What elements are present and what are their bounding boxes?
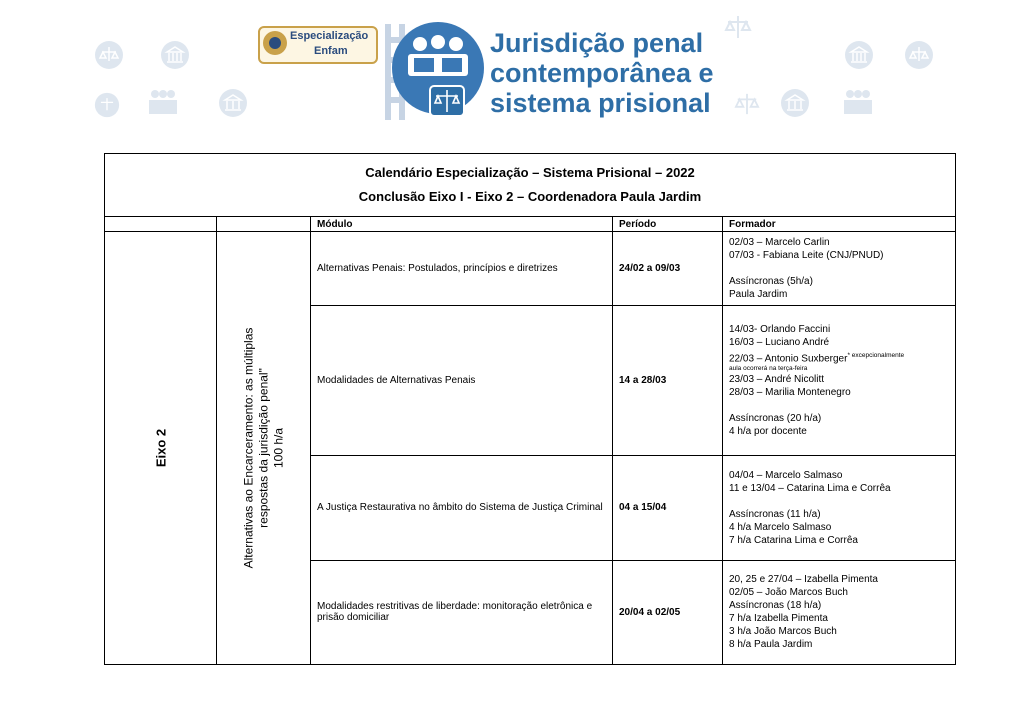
header-modulo: Módulo (311, 217, 613, 232)
modulo-cell: Modalidades de Alternativas Penais (311, 305, 613, 456)
seal-icon (263, 31, 287, 55)
theme-line: 100 h/a (271, 428, 285, 469)
table-row (105, 232, 956, 305)
formador-cell (723, 305, 956, 456)
formador-line: 4 h/a por docente (729, 426, 807, 438)
formador-line: 7 h/a Izabella Pimenta (729, 613, 828, 625)
formador-line: 3 h/a João Marcos Buch (729, 626, 837, 638)
formador-line: Assíncronas (5h/a) (729, 275, 813, 287)
formador-line: 14/03- Orlando Faccini (729, 323, 831, 335)
scales-icon (94, 40, 124, 70)
axis-cell (105, 232, 217, 665)
formador-cell (723, 232, 956, 305)
course-title-line-2: contemporânea e (490, 58, 714, 88)
table-title: Calendário Especialização – Sistema Prisional – 2022 (365, 165, 695, 181)
formador-line: 04/04 – Marcelo Salmaso (729, 469, 843, 481)
courthouse-icon (844, 40, 874, 70)
scales-icon (94, 92, 120, 118)
header-periodo: Período (613, 217, 723, 232)
jury-icon (842, 88, 874, 116)
periodo-cell: 20/04 a 02/05 (613, 560, 723, 664)
badge-line-2: Enfam (314, 45, 348, 57)
formador-line: 23/03 – André Nicolitt (729, 374, 825, 386)
scales-icon (724, 14, 752, 40)
formador-line (729, 495, 949, 508)
formador-line: 28/03 – Marilia Montenegro (729, 387, 851, 399)
calendar-table (104, 153, 956, 665)
formador-line: Assíncronas (11 h/a) (729, 508, 821, 520)
axis-label: Eixo 2 (153, 428, 168, 468)
course-title-line-1: Jurisdição penal (490, 28, 704, 58)
modulo-cell: Alternativas Penais: Postulados, princípios e diretrizes (311, 232, 613, 305)
formador-line: 02/05 – João Marcos Buch (729, 587, 848, 599)
formador-footnote-mark: * excepcionalmente (847, 351, 905, 359)
theme-label (241, 328, 286, 569)
modulo-cell: Modalidades restritivas de liberdade: monitoração eletrônica e prisão domiciliar (311, 560, 613, 664)
formador-line: 7 h/a Catarina Lima e Corrêa (729, 534, 858, 546)
periodo-cell: 24/02 a 09/03 (613, 232, 723, 305)
modulo-cell: A Justiça Restaurativa no âmbito do Sistema de Justiça Criminal (311, 456, 613, 560)
badge-line-1: Especialização (290, 30, 369, 42)
formador-line: Assíncronas (18 h/a) (729, 600, 822, 612)
enfam-badge (258, 26, 378, 64)
header-banner (0, 0, 1024, 140)
empty-header-cell (105, 217, 217, 232)
formador-line: 8 h/a Paula Jardim (729, 639, 813, 651)
formador-line: 07/03 - Fabiana Leite (CNJ/PNUD) (729, 249, 884, 261)
table-subtitle: Conclusão Eixo I - Eixo 2 – Coordenadora Paula Jardim (358, 189, 702, 205)
formador-line: Assíncronas (20 h/a) (729, 413, 822, 425)
jury-scales-logo-icon (384, 14, 484, 124)
formador-cell (723, 560, 956, 664)
formador-line: 20, 25 e 27/04 – Izabella Pimenta (729, 574, 878, 586)
formador-line (729, 399, 949, 412)
scales-icon (734, 92, 760, 116)
scales-icon (904, 40, 934, 70)
formador-line: 11 e 13/04 – Catarina Lima e Corrêa (729, 482, 891, 494)
empty-header-cell (217, 217, 311, 232)
courthouse-icon (160, 40, 190, 70)
courthouse-icon (780, 88, 810, 118)
periodo-cell: 14 a 28/03 (613, 305, 723, 456)
table-title-cell (105, 154, 956, 217)
formador-line: 02/03 – Marcelo Carlin (729, 236, 830, 248)
theme-cell (217, 232, 311, 665)
courthouse-icon (218, 88, 248, 118)
formador-note: aula ocorrerá na terça-feira (729, 365, 808, 373)
jury-icon (147, 88, 179, 116)
formador-line: Paula Jardim (729, 288, 788, 300)
periodo-cell: 04 a 15/04 (613, 456, 723, 560)
theme-line: Alternativas ao Encarceramento: as múltiplas (241, 327, 255, 569)
course-logo (384, 14, 484, 124)
formador-line (729, 349, 949, 365)
theme-line: respostas da jurisdição penal" (256, 368, 270, 528)
formador-line (729, 262, 949, 275)
formador-cell (723, 456, 956, 560)
header-formador: Formador (723, 217, 956, 232)
formador-name: 22/03 – Antonio Suxberger (729, 353, 848, 365)
formador-line: 16/03 – Luciano André (729, 336, 830, 348)
formador-line: 4 h/a Marcelo Salmaso (729, 521, 832, 533)
column-header-row (105, 217, 956, 232)
course-title-line-3: sistema prisional (490, 88, 711, 118)
